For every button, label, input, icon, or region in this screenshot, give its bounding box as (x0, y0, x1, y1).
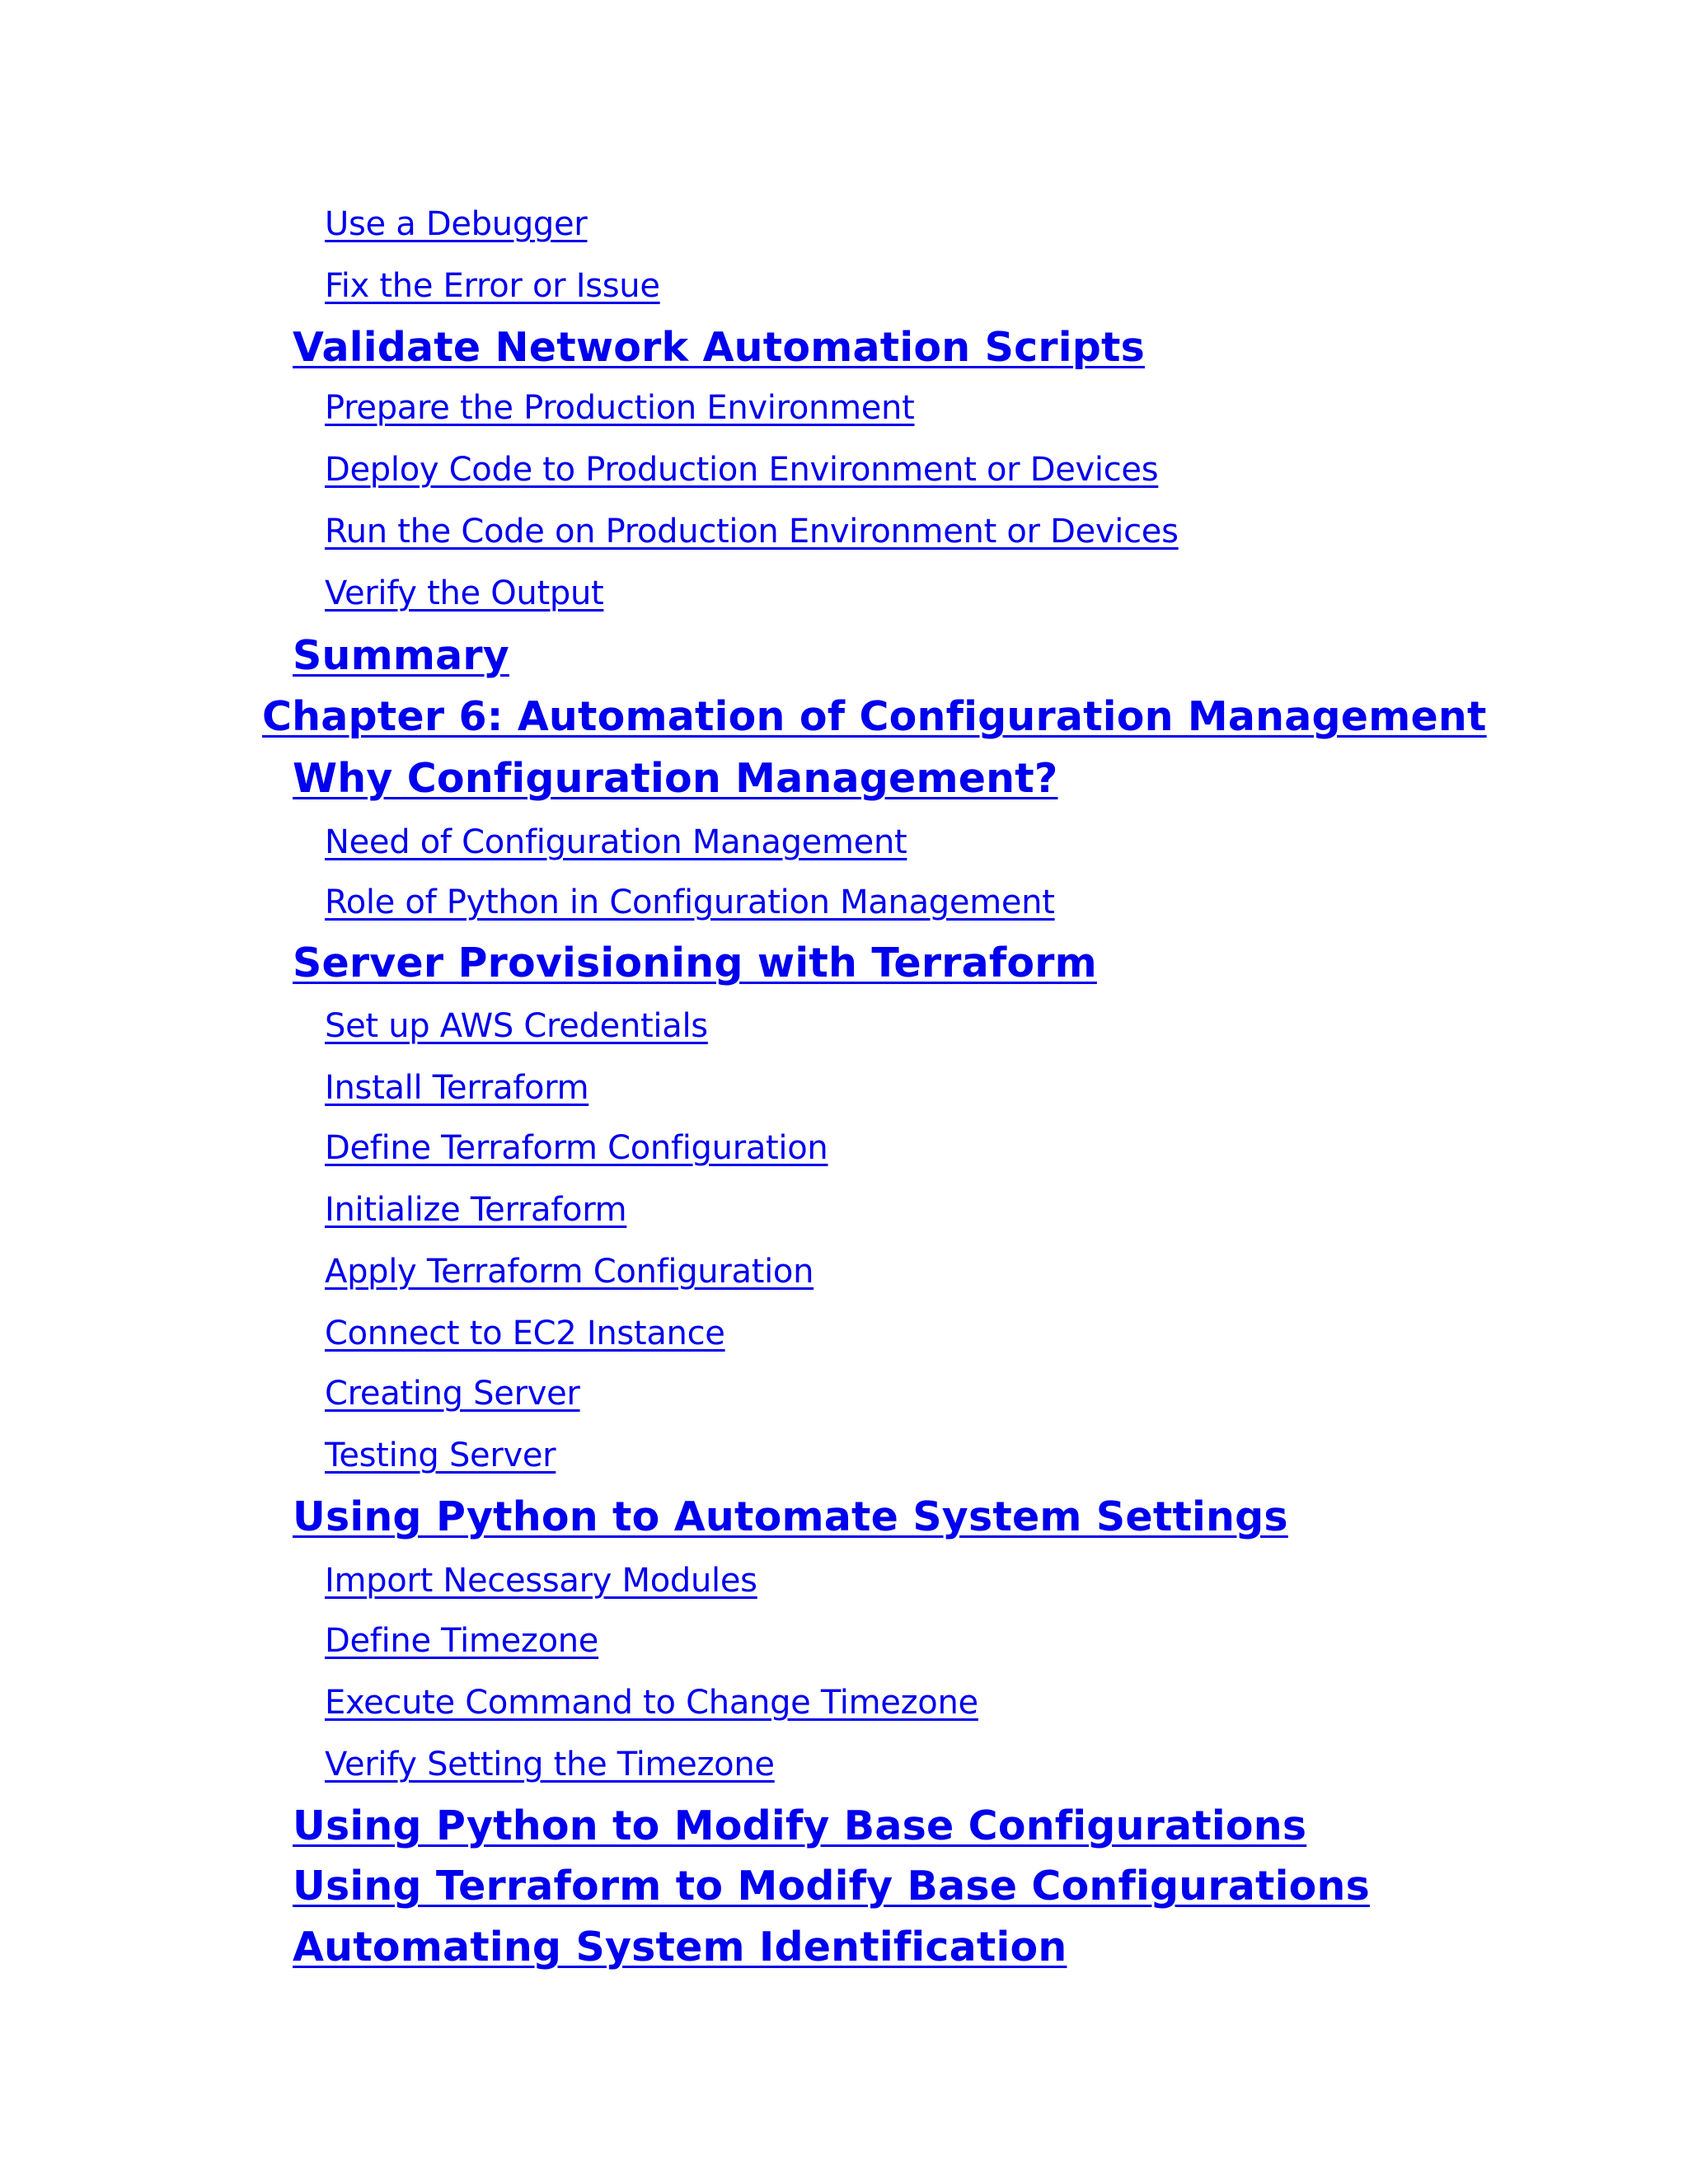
toc-link-fix-the-error-or-issue[interactable]: Fix the Error or Issue (325, 267, 660, 305)
toc-link-apply-terraform-configuration[interactable]: Apply Terraform Configuration (325, 1253, 814, 1291)
toc-link-creating-server[interactable]: Creating Server (325, 1375, 580, 1413)
toc-link-need-of-configuration-management[interactable]: Need of Configuration Management (325, 823, 907, 861)
toc-link-set-up-aws-credentials[interactable]: Set up AWS Credentials (325, 1007, 708, 1045)
toc-link-run-code-on-production[interactable]: Run the Code on Production Environment or Devices (325, 513, 1179, 551)
toc-link-python-automate-system-settings[interactable]: Using Python to Automate System Settings (293, 1493, 1288, 1540)
toc-link-use-a-debugger[interactable]: Use a Debugger (325, 205, 588, 243)
toc-link-deploy-code-to-production[interactable]: Deploy Code to Production Environment or Devices (325, 451, 1159, 489)
toc-link-chapter-6[interactable]: Chapter 6: Automation of Configuration Management (262, 693, 1487, 740)
toc-link-automating-system-identification[interactable]: Automating System Identification (293, 1924, 1067, 1971)
toc-link-verify-setting-timezone[interactable]: Verify Setting the Timezone (325, 1746, 775, 1783)
toc-link-validate-network-automation-scripts[interactable]: Validate Network Automation Scripts (293, 324, 1145, 371)
toc-link-python-modify-base-configurations[interactable]: Using Python to Modify Base Configurations (293, 1802, 1307, 1849)
toc-link-define-timezone[interactable]: Define Timezone (325, 1622, 599, 1660)
toc-link-terraform-modify-base-configurations[interactable]: Using Terraform to Modify Base Configurations (293, 1863, 1370, 1910)
toc-link-import-necessary-modules[interactable]: Import Necessary Modules (325, 1562, 757, 1600)
toc-link-server-provisioning-terraform[interactable]: Server Provisioning with Terraform (293, 940, 1097, 987)
toc-link-define-terraform-configuration[interactable]: Define Terraform Configuration (325, 1129, 828, 1167)
toc-link-execute-command-change-timezone[interactable]: Execute Command to Change Timezone (325, 1684, 978, 1722)
toc-link-testing-server[interactable]: Testing Server (325, 1436, 556, 1474)
toc-link-verify-the-output[interactable]: Verify the Output (325, 574, 604, 612)
toc-link-role-of-python[interactable]: Role of Python in Configuration Management (325, 883, 1055, 921)
toc-link-initialize-terraform[interactable]: Initialize Terraform (325, 1191, 627, 1229)
toc-link-connect-to-ec2-instance[interactable]: Connect to EC2 Instance (325, 1315, 725, 1352)
toc-link-summary[interactable]: Summary (293, 632, 509, 679)
toc-link-why-configuration-management[interactable]: Why Configuration Management? (293, 755, 1058, 802)
toc-link-install-terraform[interactable]: Install Terraform (325, 1069, 589, 1107)
toc-link-prepare-production-environment[interactable]: Prepare the Production Environment (325, 389, 915, 427)
